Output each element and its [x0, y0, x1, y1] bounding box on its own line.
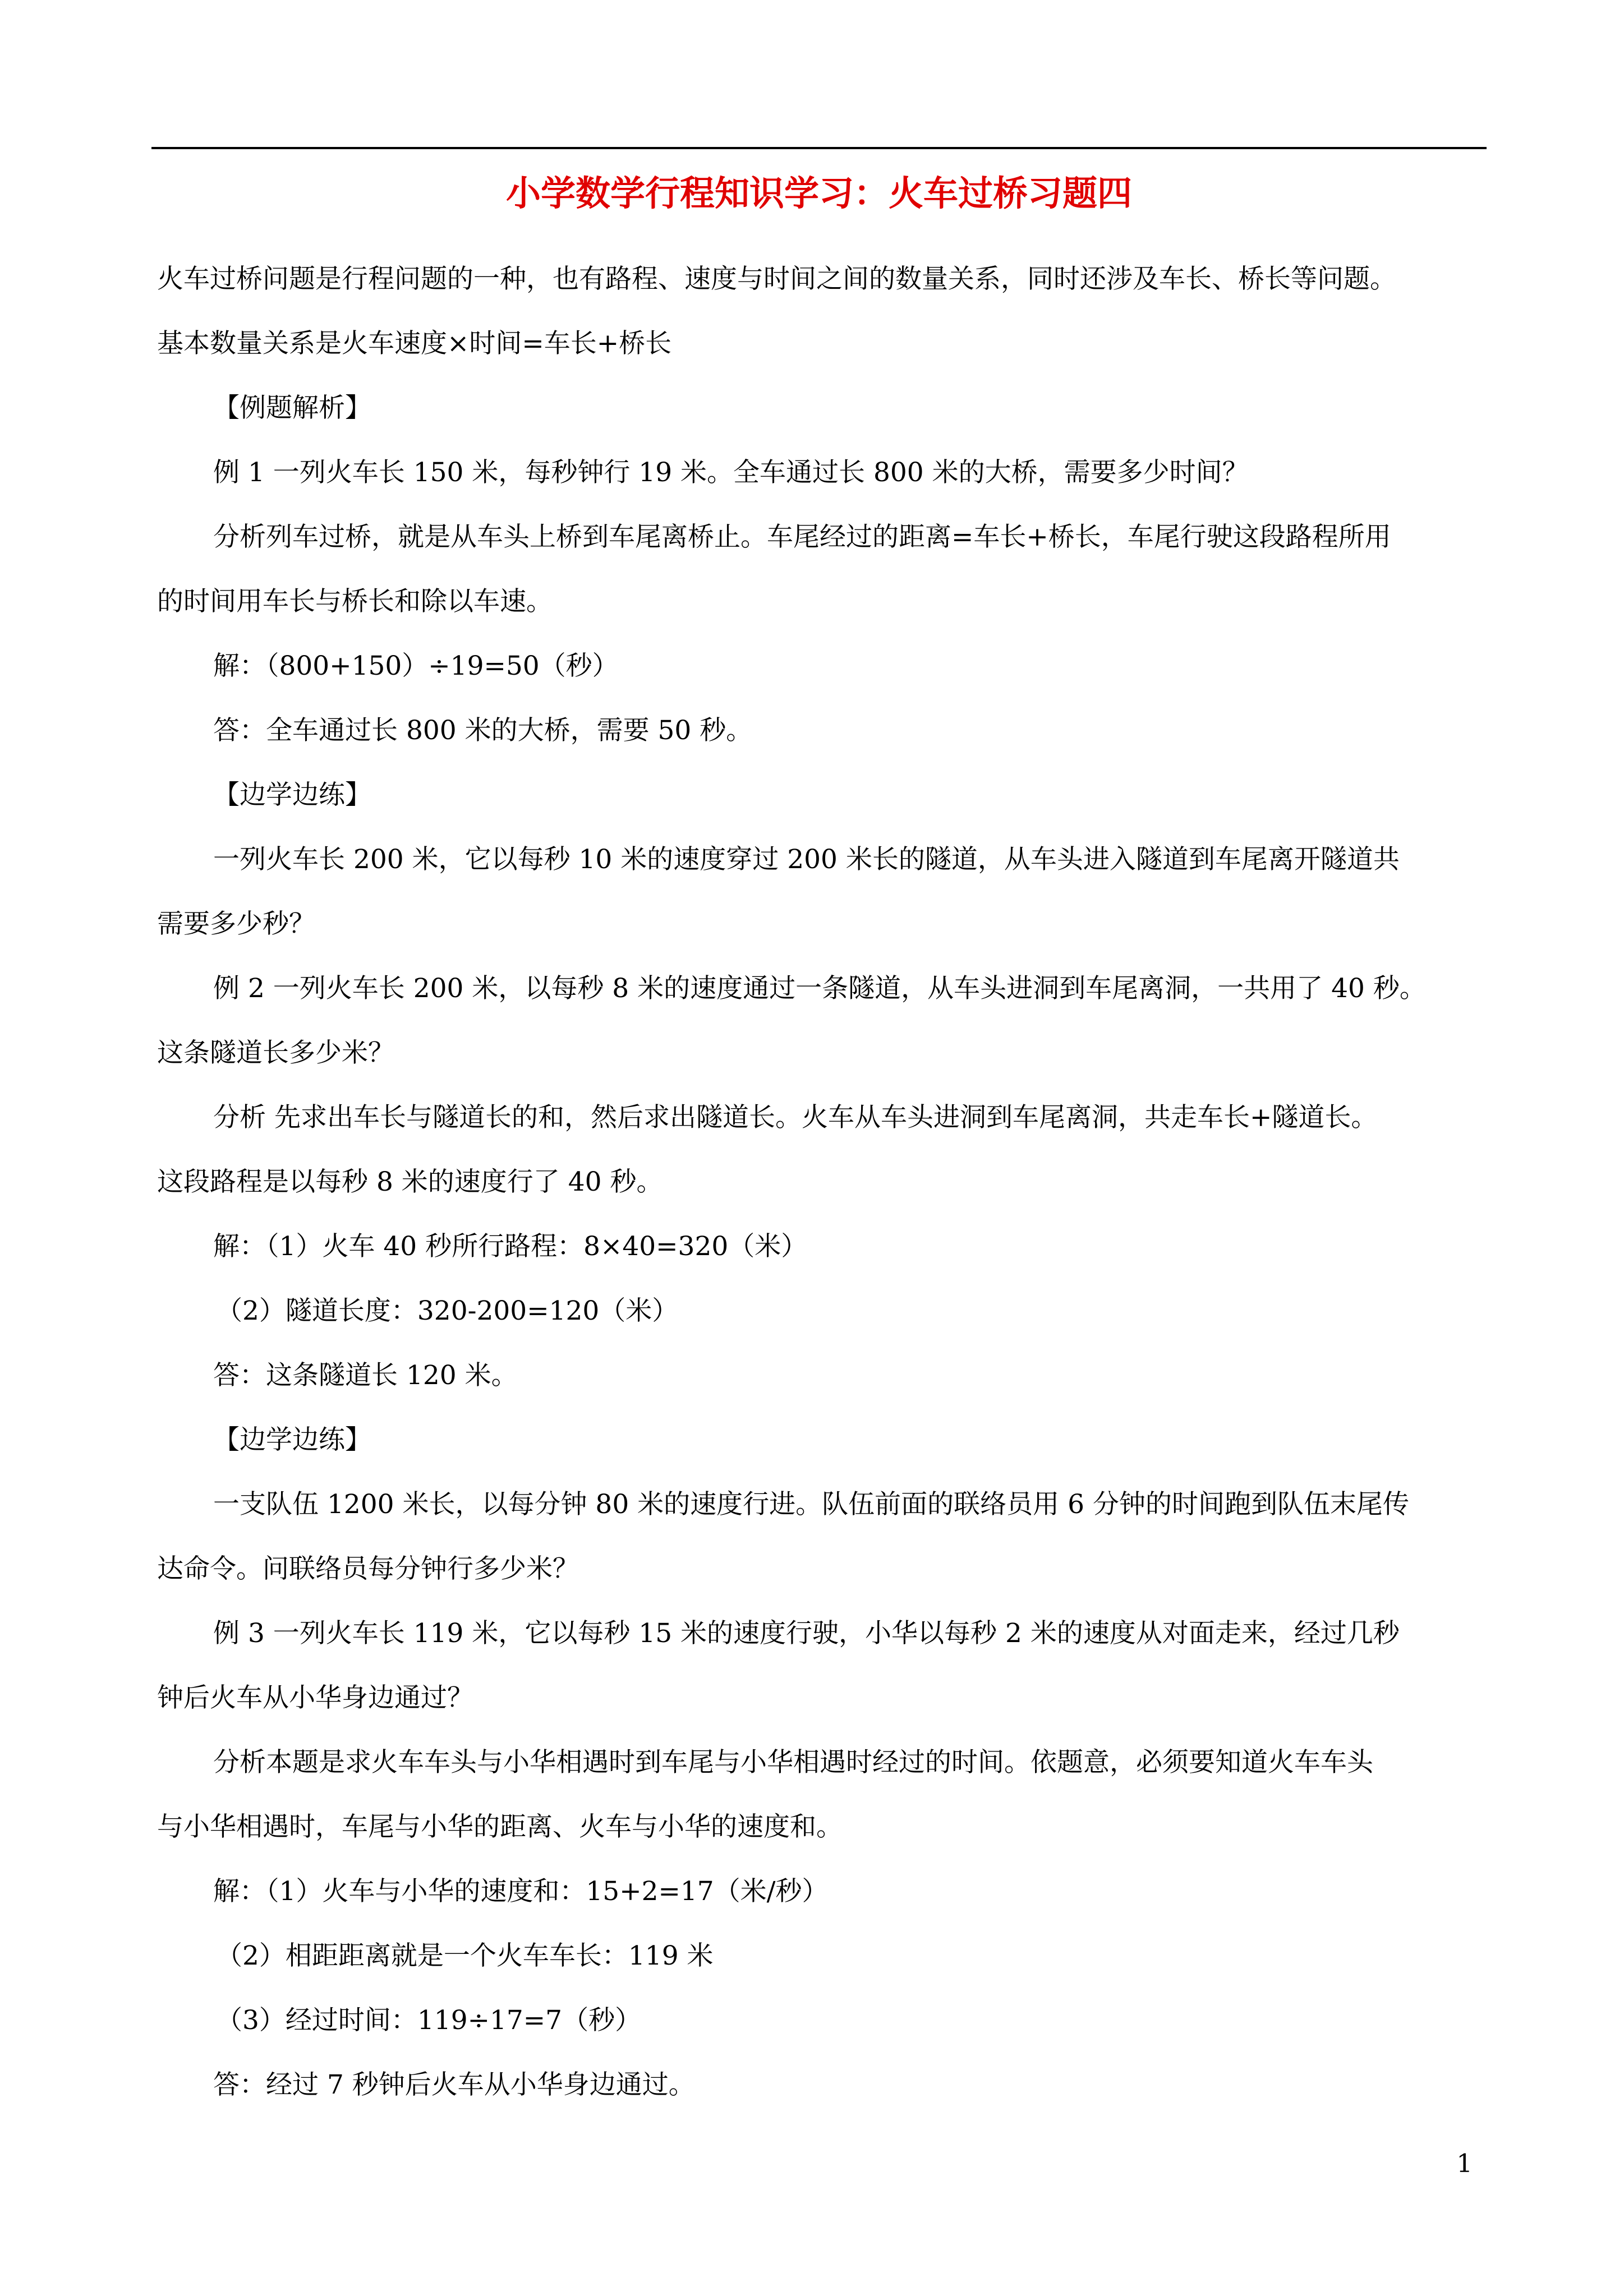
example-3-analysis-line1: 分析本题是求火车车头与小华相遇时到车尾与小华相遇时经过的时间。依题意，必须要知道火车车头 [213, 1747, 1373, 1778]
example-3-analysis-line2: 与小华相遇时，车尾与小华的距离、火车与小华的速度和。 [157, 1811, 843, 1842]
example-3-solution-step1: 解：（1）火车与小华的速度和：15+2=17（米/秒） [213, 1876, 829, 1907]
example-2-answer: 答：这条隧道长 120 米。 [213, 1360, 518, 1391]
example-2-question-line1: 例 2 一列火车长 200 米，以每秒 8 米的速度通过一条隧道，从车头进洞到车尾离洞，一共用了 40 秒。 [213, 973, 1426, 1004]
practice-1-line1: 一列火车长 200 米，它以每秒 10 米的速度穿过 200 米长的隧道，从车头进入隧道到车尾离开隧道共 [213, 844, 1400, 875]
paragraph-intro-line2: 基本数量关系是火车速度×时间=车长+桥长 [157, 328, 672, 359]
example-1-analysis-line1: 分析列车过桥，就是从车头上桥到车尾离桥止。车尾经过的距离=车长+桥长，车尾行驶这段路程所用 [213, 522, 1391, 552]
practice-2-line2: 达命令。问联络员每分钟行多少米？ [157, 1553, 579, 1584]
example-3-solution-step2: （2）相距距离就是一个火车车长：119 米 [216, 1940, 714, 1971]
practice-1-line2: 需要多少秒？ [157, 909, 315, 939]
example-1-answer: 答：全车通过长 800 米的大桥，需要 50 秒。 [213, 715, 753, 746]
section-heading-examples: 【例题解析】 [213, 393, 371, 423]
example-2-question-line2: 这条隧道长多少米？ [157, 1038, 394, 1068]
example-3-answer: 答：经过 7 秒钟后火车从小华身边通过。 [213, 2069, 695, 2100]
example-1-analysis-line2: 的时间用车长与桥长和除以车速。 [157, 586, 553, 617]
practice-2-line1: 一支队伍 1200 米长，以每分钟 80 米的速度行进。队伍前面的联络员用 6 分钟的时间跑到队伍末尾传 [213, 1489, 1409, 1520]
header-rule [151, 147, 1487, 149]
example-2-analysis-line2: 这段路程是以每秒 8 米的速度行了 40 秒。 [157, 1167, 663, 1197]
document-body [157, 247, 1487, 2117]
paragraph-intro-line1: 火车过桥问题是行程问题的一种，也有路程、速度与时间之间的数量关系，同时还涉及车长、桥长等问题。 [157, 264, 1396, 294]
section-heading-practice-1: 【边学边练】 [213, 780, 371, 810]
example-3-solution-step3: （3）经过时间：119÷17=7（秒） [216, 2005, 642, 2036]
section-heading-practice-2: 【边学边练】 [213, 1424, 371, 1455]
example-1-solution: 解：（800+150）÷19=50（秒） [213, 651, 619, 681]
page-number: 1 [1456, 2149, 1473, 2178]
example-2-solution-step1: 解：（1）火车 40 秒所行路程：8×40=320（米） [213, 1231, 808, 1262]
example-3-question-line1: 例 3 一列火车长 119 米，它以每秒 15 米的速度行驶，小华以每秒 2 米的速度从对面走来，经过几秒 [213, 1618, 1400, 1649]
example-2-analysis-line1: 分析 先求出车长与隧道长的和，然后求出隧道长。火车从车头进洞到车尾离洞，共走车长+隧道长。 [213, 1102, 1378, 1133]
example-2-solution-step2: （2）隧道长度：320-200=120（米） [216, 1295, 679, 1326]
document-title: 小学数学行程知识学习：火车过桥习题四 [505, 173, 1132, 214]
example-1-question: 例 1 一列火车长 150 米，每秒钟行 19 米。全车通过长 800 米的大桥，需要多少时间？ [213, 457, 1249, 488]
example-3-question-line2: 钟后火车从小华身边通过？ [157, 1682, 473, 1713]
